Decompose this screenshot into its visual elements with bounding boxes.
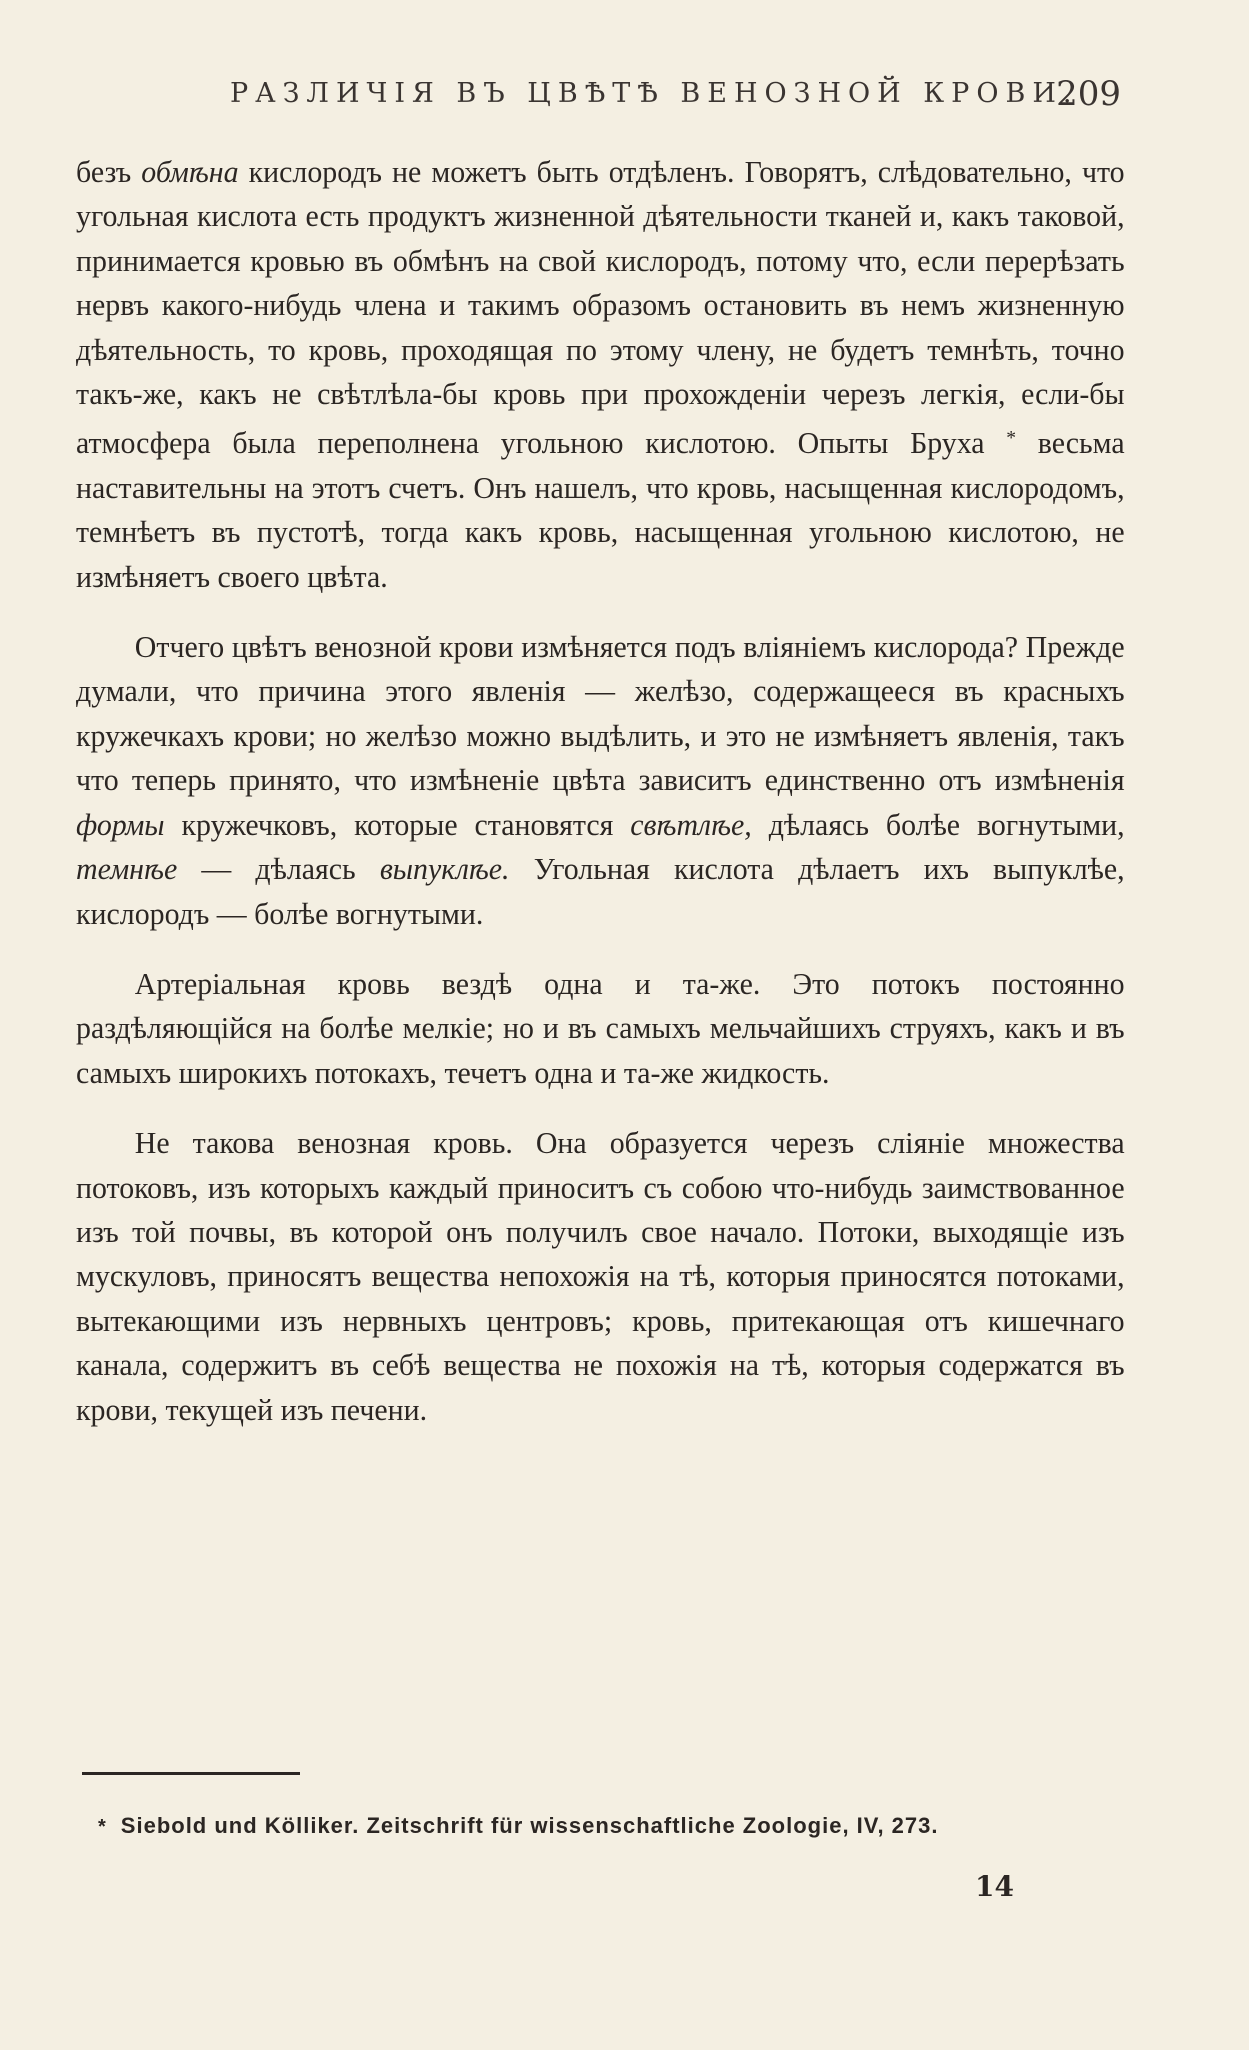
p2-text-2: кружечковъ, которые становятся <box>164 807 631 842</box>
p2-text-1: Отчего цвѣтъ венозной крови измѣняется подъ вліяніемъ кислорода? Прежде думали, что причина этого явленія — желѣзо, содержащееся въ красныхъ кружечкахъ крови; но желѣзо можно выдѣлить, и это не измѣняетъ явленія, такъ что теперь принято, что измѣненіе цвѣта зависитъ единственно отъ измѣненія <box>76 630 1125 798</box>
p2-text-3: дѣлаясь болѣе вогнутыми, <box>751 807 1125 842</box>
footnote-text: Siebold und Kölliker. Zeitschrift für wissenschaftliche Zoologie, IV, 273. <box>120 1813 939 1838</box>
footnote-divider <box>82 1772 300 1775</box>
p2-italic-1: формы <box>76 807 165 842</box>
footnote <box>98 1813 1138 1839</box>
footnote-reference-mark: * <box>1006 427 1017 450</box>
footnote-mark: * <box>98 1816 107 1838</box>
paragraph-3: Артеріальная кровь вездѣ одна и та-же. Это потокъ постоянно раздѣляющійся на болѣе мелкіе; но и въ самыхъ мельчайшихъ струяхъ, какъ и въ самыхъ широкихъ потокахъ, течетъ одна и та-же жидкость. <box>76 966 1125 1090</box>
p1-italic-1: обмѣна <box>141 155 239 189</box>
p2-text-4: — дѣлаясь <box>177 852 380 887</box>
p1-text-3: весьма наставительны на этотъ счетъ. Онъ нашелъ, что кровь, насыщенная кислородомъ, темнѣетъ въ пустотѣ, тогда какъ кровь, насыщенная угольною кислотою, не измѣняетъ своего цвѣта. <box>76 426 1125 594</box>
page-number: 209 <box>1056 74 1121 114</box>
p2-italic-3: темнѣе <box>76 852 178 887</box>
p1-text-1: безъ <box>76 155 142 189</box>
p2-italic-2: свѣтлѣе, <box>630 807 752 842</box>
p1-text-2: кислородъ не можетъ быть отдѣленъ. Говорятъ, слѣдовательно, что угольная кислота есть продуктъ жизненной дѣятельности тканей и, какъ таковой, принимается кровью въ обмѣнъ на свой кислородъ, потому что, если перерѣзать нервъ какого-нибудь члена и такимъ образомъ остановить въ немъ жизненную дѣятельность, то кровь, проходящая по этому члену, не будетъ темнѣть, точно такъ-же, какъ не свѣтлѣла-бы кровь при прохожденіи черезъ легкія, если-бы атмосфера была переполнена угольною кислотою. Опыты Бруха <box>76 155 1125 461</box>
body-text <box>76 150 1125 1432</box>
running-head: РАЗЛИЧІЯ ВЪ ЦВѢТѢ ВЕНОЗНОЙ КРОВИ. <box>230 78 1079 109</box>
paragraph-1 <box>76 150 1125 599</box>
p2-text-5: Угольная кислота дѣлаетъ ихъ выпуклѣе, кислородъ — болѣе вогнутыми. <box>76 852 1125 931</box>
paragraph-2 <box>76 625 1125 936</box>
paragraph-4: Не такова венозная кровь. Она образуется черезъ сліяніе множества потоковъ, изъ которыхъ каждый приноситъ съ собою что-нибудь заимствованное изъ той почвы, въ которой онъ получилъ свое начало. Потоки, выходящіе изъ мускуловъ, приносятъ вещества непохожія на тѣ, которыя приносятся потоками, вытекающими изъ нервныхъ центровъ; кровь, притекающая отъ кишечнаго канала, содержитъ въ себѣ вещества не похожія на тѣ, которыя содержатся въ крови, текущей изъ печени. <box>76 1126 1125 1427</box>
p2-italic-4: выпуклѣе. <box>379 852 510 887</box>
printer-signature-mark: 14 <box>975 1870 1014 1903</box>
